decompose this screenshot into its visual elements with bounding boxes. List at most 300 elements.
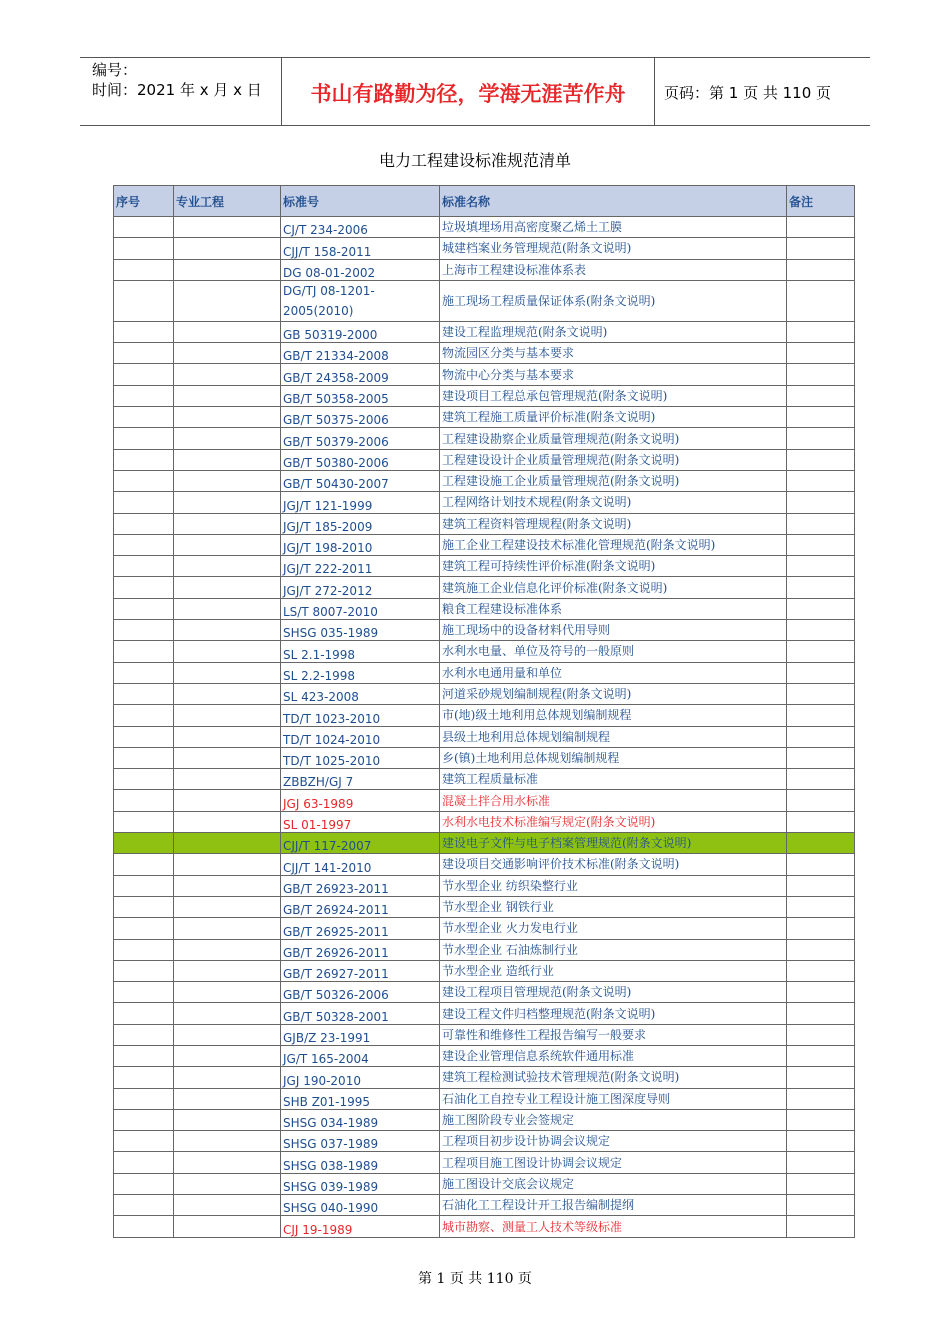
cell-serial xyxy=(114,875,174,896)
cell-remarks xyxy=(787,1024,855,1045)
table-row xyxy=(114,1088,855,1109)
cell-remarks xyxy=(787,385,855,406)
cell-standard-code: SHB Z01-1995 xyxy=(281,1088,440,1109)
cell-serial xyxy=(114,683,174,704)
cell-standard-code: JGJ/T 121-1999 xyxy=(281,492,440,513)
col-header-discipline: 专业工程 xyxy=(174,186,281,217)
cell-remarks xyxy=(787,747,855,768)
cell-discipline xyxy=(174,1131,281,1152)
cell-discipline xyxy=(174,321,281,342)
cell-discipline xyxy=(174,790,281,811)
cell-serial xyxy=(114,343,174,364)
cell-discipline xyxy=(174,598,281,619)
cell-standard-name: 物流园区分类与基本要求 xyxy=(440,343,787,364)
table-row xyxy=(114,577,855,598)
table-row xyxy=(114,1109,855,1130)
cell-serial xyxy=(114,598,174,619)
cell-standard-code: GB/T 50430-2007 xyxy=(281,470,440,491)
cell-discipline xyxy=(174,364,281,385)
cell-standard-code: GB/T 26923-2011 xyxy=(281,875,440,896)
cell-standard-name: 城建档案业务管理规范(附条文说明) xyxy=(440,238,787,259)
cell-serial xyxy=(114,833,174,854)
cell-discipline xyxy=(174,259,281,280)
table-row xyxy=(114,449,855,470)
table-row xyxy=(114,620,855,641)
table-row xyxy=(114,364,855,385)
cell-remarks xyxy=(787,641,855,662)
cell-serial xyxy=(114,769,174,790)
cell-serial xyxy=(114,1109,174,1130)
cell-discipline xyxy=(174,769,281,790)
cell-discipline xyxy=(174,854,281,875)
table-row xyxy=(114,1131,855,1152)
col-header-standard-name: 标准名称 xyxy=(440,186,787,217)
table-row xyxy=(114,982,855,1003)
cell-discipline xyxy=(174,280,281,321)
cell-remarks xyxy=(787,364,855,385)
table-row xyxy=(114,1195,855,1216)
cell-remarks xyxy=(787,470,855,491)
cell-remarks xyxy=(787,726,855,747)
cell-serial xyxy=(114,1173,174,1194)
cell-remarks xyxy=(787,513,855,534)
cell-standard-name: 粮食工程建设标准体系 xyxy=(440,598,787,619)
cell-standard-name: 建筑工程施工质量评价标准(附条文说明) xyxy=(440,407,787,428)
cell-standard-name: 水利水电技术标准编写规定(附条文说明) xyxy=(440,811,787,832)
table-header-row xyxy=(114,186,855,217)
table-row xyxy=(114,1152,855,1173)
table-row xyxy=(114,641,855,662)
cell-serial xyxy=(114,705,174,726)
cell-discipline xyxy=(174,811,281,832)
cell-standard-code: GB/T 50375-2006 xyxy=(281,407,440,428)
cell-remarks xyxy=(787,259,855,280)
cell-standard-name: 建设企业管理信息系统软件通用标准 xyxy=(440,1045,787,1066)
cell-standard-name: 节水型企业 石油炼制行业 xyxy=(440,939,787,960)
table-row xyxy=(114,1003,855,1024)
cell-standard-code: CJJ 19-1989 xyxy=(281,1216,440,1237)
cell-standard-code: JGJ/T 272-2012 xyxy=(281,577,440,598)
cell-standard-name: 上海市工程建设标准体系表 xyxy=(440,259,787,280)
cell-standard-code: DG/TJ 08-1201-2005(2010) xyxy=(281,280,440,321)
cell-discipline xyxy=(174,641,281,662)
header-meta xyxy=(92,60,262,100)
cell-standard-name: 工程建设施工企业质量管理规范(附条文说明) xyxy=(440,470,787,491)
table-row xyxy=(114,769,855,790)
cell-serial xyxy=(114,364,174,385)
table-row xyxy=(114,811,855,832)
cell-serial xyxy=(114,896,174,917)
table-row xyxy=(114,598,855,619)
cell-remarks xyxy=(787,1195,855,1216)
cell-standard-code: GB/T 50379-2006 xyxy=(281,428,440,449)
table-row xyxy=(114,875,855,896)
cell-serial xyxy=(114,960,174,981)
table-row xyxy=(114,705,855,726)
cell-discipline xyxy=(174,556,281,577)
cell-serial xyxy=(114,790,174,811)
cell-discipline xyxy=(174,875,281,896)
cell-remarks xyxy=(787,960,855,981)
cell-standard-name: 节水型企业 纺织染整行业 xyxy=(440,875,787,896)
header-motto: 书山有路勤为径，学海无涯苦作舟 xyxy=(310,81,626,106)
table-body xyxy=(114,217,855,1238)
cell-serial xyxy=(114,513,174,534)
cell-discipline xyxy=(174,513,281,534)
cell-standard-code: GB/T 26925-2011 xyxy=(281,918,440,939)
table-row xyxy=(114,321,855,342)
cell-discipline xyxy=(174,726,281,747)
cell-standard-code: TD/T 1023-2010 xyxy=(281,705,440,726)
cell-remarks xyxy=(787,428,855,449)
table-row xyxy=(114,385,855,406)
cell-remarks xyxy=(787,1003,855,1024)
cell-serial xyxy=(114,1195,174,1216)
cell-serial xyxy=(114,620,174,641)
standards-table xyxy=(113,185,855,1238)
cell-serial xyxy=(114,385,174,406)
cell-standard-name: 可靠性和维修性工程报告编写一般要求 xyxy=(440,1024,787,1045)
table-row xyxy=(114,683,855,704)
cell-standard-name: 河道采砂规划编制规程(附条文说明) xyxy=(440,683,787,704)
cell-standard-name: 建设项目交通影响评价技术标准(附条文说明) xyxy=(440,854,787,875)
cell-discipline xyxy=(174,1045,281,1066)
cell-discipline xyxy=(174,939,281,960)
cell-serial xyxy=(114,811,174,832)
table-row xyxy=(114,854,855,875)
cell-standard-code: GB/T 50380-2006 xyxy=(281,449,440,470)
cell-discipline xyxy=(174,683,281,704)
table-row xyxy=(114,556,855,577)
document-title: 电力工程建设标准规范清单 xyxy=(378,151,571,170)
cell-remarks xyxy=(787,683,855,704)
cell-remarks xyxy=(787,321,855,342)
col-header-standard-code: 标准号 xyxy=(281,186,440,217)
cell-standard-code: GB/T 50326-2006 xyxy=(281,982,440,1003)
cell-standard-name: 建筑工程质量标准 xyxy=(440,769,787,790)
cell-discipline xyxy=(174,1003,281,1024)
table-row xyxy=(114,492,855,513)
cell-standard-code: GB/T 26927-2011 xyxy=(281,960,440,981)
cell-discipline xyxy=(174,747,281,768)
table-row xyxy=(114,259,855,280)
cell-standard-code: JGJ/T 198-2010 xyxy=(281,534,440,555)
cell-discipline xyxy=(174,1173,281,1194)
cell-standard-name: 建筑工程资料管理规程(附条文说明) xyxy=(440,513,787,534)
cell-standard-code: JGJ/T 185-2009 xyxy=(281,513,440,534)
cell-discipline xyxy=(174,428,281,449)
page-footer: 第 1 页 共 110 页 xyxy=(418,1271,532,1287)
cell-remarks xyxy=(787,598,855,619)
cell-discipline xyxy=(174,705,281,726)
cell-serial xyxy=(114,726,174,747)
cell-serial xyxy=(114,407,174,428)
table-row xyxy=(114,662,855,683)
cell-standard-name: 物流中心分类与基本要求 xyxy=(440,364,787,385)
cell-serial xyxy=(114,662,174,683)
cell-standard-name: 建设项目工程总承包管理规范(附条文说明) xyxy=(440,385,787,406)
cell-remarks xyxy=(787,982,855,1003)
cell-standard-name: 水利水电量、单位及符号的一般原则 xyxy=(440,641,787,662)
cell-standard-name: 混凝土拌合用水标准 xyxy=(440,790,787,811)
cell-standard-name: 建筑工程可持续性评价标准(附条文说明) xyxy=(440,556,787,577)
cell-standard-code: CJJ/T 158-2011 xyxy=(281,238,440,259)
cell-remarks xyxy=(787,238,855,259)
table-row xyxy=(114,1216,855,1237)
cell-standard-code: JGJ 63-1989 xyxy=(281,790,440,811)
cell-serial xyxy=(114,1088,174,1109)
cell-standard-code: GB/T 50328-2001 xyxy=(281,1003,440,1024)
cell-standard-code: CJJ/T 141-2010 xyxy=(281,854,440,875)
table-row xyxy=(114,1045,855,1066)
cell-remarks xyxy=(787,875,855,896)
cell-standard-code: TD/T 1025-2010 xyxy=(281,747,440,768)
cell-discipline xyxy=(174,1216,281,1237)
cell-serial xyxy=(114,918,174,939)
cell-serial xyxy=(114,982,174,1003)
cell-remarks xyxy=(787,854,855,875)
cell-serial xyxy=(114,238,174,259)
cell-standard-name: 石油化工工程设计开工报告编制提纲 xyxy=(440,1195,787,1216)
cell-standard-code: DG 08-01-2002 xyxy=(281,259,440,280)
cell-standard-name: 市(地)级土地利用总体规划编制规程 xyxy=(440,705,787,726)
table-row xyxy=(114,513,855,534)
cell-remarks xyxy=(787,1109,855,1130)
cell-remarks xyxy=(787,407,855,428)
cell-standard-code: LS/T 8007-2010 xyxy=(281,598,440,619)
cell-serial xyxy=(114,641,174,662)
cell-standard-code: GB/T 26924-2011 xyxy=(281,896,440,917)
cell-discipline xyxy=(174,1067,281,1088)
header-top-rule xyxy=(80,57,870,58)
table-row xyxy=(114,833,855,854)
cell-standard-name: 工程建设设计企业质量管理规范(附条文说明) xyxy=(440,449,787,470)
cell-standard-code: GJB/Z 23-1991 xyxy=(281,1024,440,1045)
cell-standard-code: GB 50319-2000 xyxy=(281,321,440,342)
cell-remarks xyxy=(787,896,855,917)
cell-remarks xyxy=(787,280,855,321)
cell-standard-name: 工程建设勘察企业质量管理规范(附条文说明) xyxy=(440,428,787,449)
cell-standard-name: 施工图阶段专业会签规定 xyxy=(440,1109,787,1130)
cell-serial xyxy=(114,577,174,598)
cell-standard-name: 工程项目初步设计协调会议规定 xyxy=(440,1131,787,1152)
cell-remarks xyxy=(787,1216,855,1237)
cell-remarks xyxy=(787,620,855,641)
cell-standard-code: SL 2.2-1998 xyxy=(281,662,440,683)
cell-standard-name: 水利水电通用量和单位 xyxy=(440,662,787,683)
cell-standard-name: 工程网络计划技术规程(附条文说明) xyxy=(440,492,787,513)
cell-discipline xyxy=(174,343,281,364)
cell-serial xyxy=(114,449,174,470)
cell-standard-name: 建筑施工企业信息化评价标准(附条文说明) xyxy=(440,577,787,598)
cell-serial xyxy=(114,1216,174,1237)
cell-standard-name: 城市勘察、测量工人技术等级标准 xyxy=(440,1216,787,1237)
cell-standard-name: 施工现场工程质量保证体系(附条文说明) xyxy=(440,280,787,321)
cell-serial xyxy=(114,854,174,875)
cell-discipline xyxy=(174,577,281,598)
cell-serial xyxy=(114,492,174,513)
cell-serial xyxy=(114,556,174,577)
cell-serial xyxy=(114,1003,174,1024)
table-row xyxy=(114,747,855,768)
table-row xyxy=(114,1024,855,1045)
cell-standard-code: CJJ/T 117-2007 xyxy=(281,833,440,854)
cell-standard-code: JG/T 165-2004 xyxy=(281,1045,440,1066)
cell-standard-name: 建设电子文件与电子档案管理规范(附条文说明) xyxy=(440,833,787,854)
cell-discipline xyxy=(174,918,281,939)
cell-standard-code: ZBBZH/GJ 7 xyxy=(281,769,440,790)
table-row xyxy=(114,896,855,917)
cell-standard-code: CJ/T 234-2006 xyxy=(281,217,440,238)
cell-standard-code: SHSG 034-1989 xyxy=(281,1109,440,1130)
table-row xyxy=(114,280,855,321)
cell-remarks xyxy=(787,705,855,726)
cell-standard-code: SL 2.1-1998 xyxy=(281,641,440,662)
cell-remarks xyxy=(787,1173,855,1194)
cell-discipline xyxy=(174,238,281,259)
cell-discipline xyxy=(174,1109,281,1130)
cell-serial xyxy=(114,217,174,238)
cell-standard-name: 施工企业工程建设技术标准化管理规范(附条文说明) xyxy=(440,534,787,555)
cell-discipline xyxy=(174,385,281,406)
document-number-label: 编号： xyxy=(92,61,138,79)
table-row xyxy=(114,428,855,449)
cell-serial xyxy=(114,939,174,960)
table-row xyxy=(114,217,855,238)
cell-discipline xyxy=(174,896,281,917)
cell-serial xyxy=(114,1067,174,1088)
header-page-indicator: 页码：第 1 页 共 110 页 xyxy=(664,84,832,102)
cell-standard-name: 节水型企业 造纸行业 xyxy=(440,960,787,981)
cell-standard-code: GB/T 24358-2009 xyxy=(281,364,440,385)
cell-serial xyxy=(114,747,174,768)
cell-discipline xyxy=(174,470,281,491)
cell-remarks xyxy=(787,1088,855,1109)
cell-standard-code: SHSG 035-1989 xyxy=(281,620,440,641)
cell-remarks xyxy=(787,556,855,577)
cell-standard-name: 建设工程文件归档整理规范(附条文说明) xyxy=(440,1003,787,1024)
table-row xyxy=(114,1173,855,1194)
cell-remarks xyxy=(787,577,855,598)
cell-remarks xyxy=(787,534,855,555)
cell-discipline xyxy=(174,217,281,238)
cell-standard-code: SHSG 040-1990 xyxy=(281,1195,440,1216)
table-row xyxy=(114,726,855,747)
header-divider-right xyxy=(654,57,655,125)
table-row xyxy=(114,918,855,939)
cell-standard-code: GB/T 50358-2005 xyxy=(281,385,440,406)
cell-standard-name: 建设工程监理规范(附条文说明) xyxy=(440,321,787,342)
cell-remarks xyxy=(787,918,855,939)
cell-discipline xyxy=(174,534,281,555)
cell-remarks xyxy=(787,449,855,470)
cell-standard-name: 工程项目施工图设计协调会议规定 xyxy=(440,1152,787,1173)
cell-remarks xyxy=(787,790,855,811)
header-bottom-rule xyxy=(80,125,870,126)
cell-serial xyxy=(114,428,174,449)
cell-serial xyxy=(114,470,174,491)
cell-remarks xyxy=(787,833,855,854)
cell-discipline xyxy=(174,407,281,428)
cell-standard-code: SL 423-2008 xyxy=(281,683,440,704)
cell-discipline xyxy=(174,960,281,981)
cell-standard-name: 垃圾填埋场用高密度聚乙烯土工膜 xyxy=(440,217,787,238)
cell-standard-name: 石油化工自控专业工程设计施工图深度导则 xyxy=(440,1088,787,1109)
cell-remarks xyxy=(787,939,855,960)
cell-standard-code: SHSG 039-1989 xyxy=(281,1173,440,1194)
cell-serial xyxy=(114,321,174,342)
table-row xyxy=(114,407,855,428)
table-row xyxy=(114,939,855,960)
cell-discipline xyxy=(174,1152,281,1173)
cell-standard-name: 节水型企业 火力发电行业 xyxy=(440,918,787,939)
cell-discipline xyxy=(174,1195,281,1216)
cell-remarks xyxy=(787,1045,855,1066)
cell-standard-code: GB/T 26926-2011 xyxy=(281,939,440,960)
cell-discipline xyxy=(174,1088,281,1109)
cell-discipline xyxy=(174,620,281,641)
cell-serial xyxy=(114,1131,174,1152)
table-row xyxy=(114,238,855,259)
cell-standard-name: 县级土地利用总体规划编制规程 xyxy=(440,726,787,747)
table-row xyxy=(114,790,855,811)
table-row xyxy=(114,534,855,555)
cell-standard-code: SL 01-1997 xyxy=(281,811,440,832)
cell-discipline xyxy=(174,449,281,470)
cell-standard-name: 建设工程项目管理规范(附条文说明) xyxy=(440,982,787,1003)
cell-serial xyxy=(114,280,174,321)
col-header-serial: 序号 xyxy=(114,186,174,217)
table-row xyxy=(114,470,855,491)
cell-standard-code: GB/T 21334-2008 xyxy=(281,343,440,364)
col-header-remarks: 备注 xyxy=(787,186,855,217)
cell-standard-code: SHSG 038-1989 xyxy=(281,1152,440,1173)
document-date-label: 时间：2021 年 x 月 x 日 xyxy=(92,81,262,99)
table-row xyxy=(114,960,855,981)
cell-discipline xyxy=(174,833,281,854)
cell-remarks xyxy=(787,343,855,364)
cell-serial xyxy=(114,259,174,280)
cell-serial xyxy=(114,1152,174,1173)
cell-remarks xyxy=(787,662,855,683)
cell-standard-code: TD/T 1024-2010 xyxy=(281,726,440,747)
cell-serial xyxy=(114,1024,174,1045)
cell-serial xyxy=(114,534,174,555)
cell-standard-name: 乡(镇)土地利用总体规划编制规程 xyxy=(440,747,787,768)
cell-remarks xyxy=(787,492,855,513)
cell-remarks xyxy=(787,217,855,238)
cell-remarks xyxy=(787,1152,855,1173)
cell-remarks xyxy=(787,811,855,832)
cell-serial xyxy=(114,1045,174,1066)
cell-standard-code: SHSG 037-1989 xyxy=(281,1131,440,1152)
cell-standard-name: 施工现场中的设备材料代用导则 xyxy=(440,620,787,641)
cell-standard-name: 建筑工程检测试验技术管理规范(附条文说明) xyxy=(440,1067,787,1088)
cell-remarks xyxy=(787,1131,855,1152)
cell-standard-name: 施工图设计交底会议规定 xyxy=(440,1173,787,1194)
cell-discipline xyxy=(174,662,281,683)
cell-standard-code: JGJ 190-2010 xyxy=(281,1067,440,1088)
cell-remarks xyxy=(787,769,855,790)
cell-discipline xyxy=(174,1024,281,1045)
cell-remarks xyxy=(787,1067,855,1088)
cell-standard-code: JGJ/T 222-2011 xyxy=(281,556,440,577)
cell-discipline xyxy=(174,492,281,513)
cell-standard-name: 节水型企业 钢铁行业 xyxy=(440,896,787,917)
table-row xyxy=(114,1067,855,1088)
cell-discipline xyxy=(174,982,281,1003)
table-row xyxy=(114,343,855,364)
